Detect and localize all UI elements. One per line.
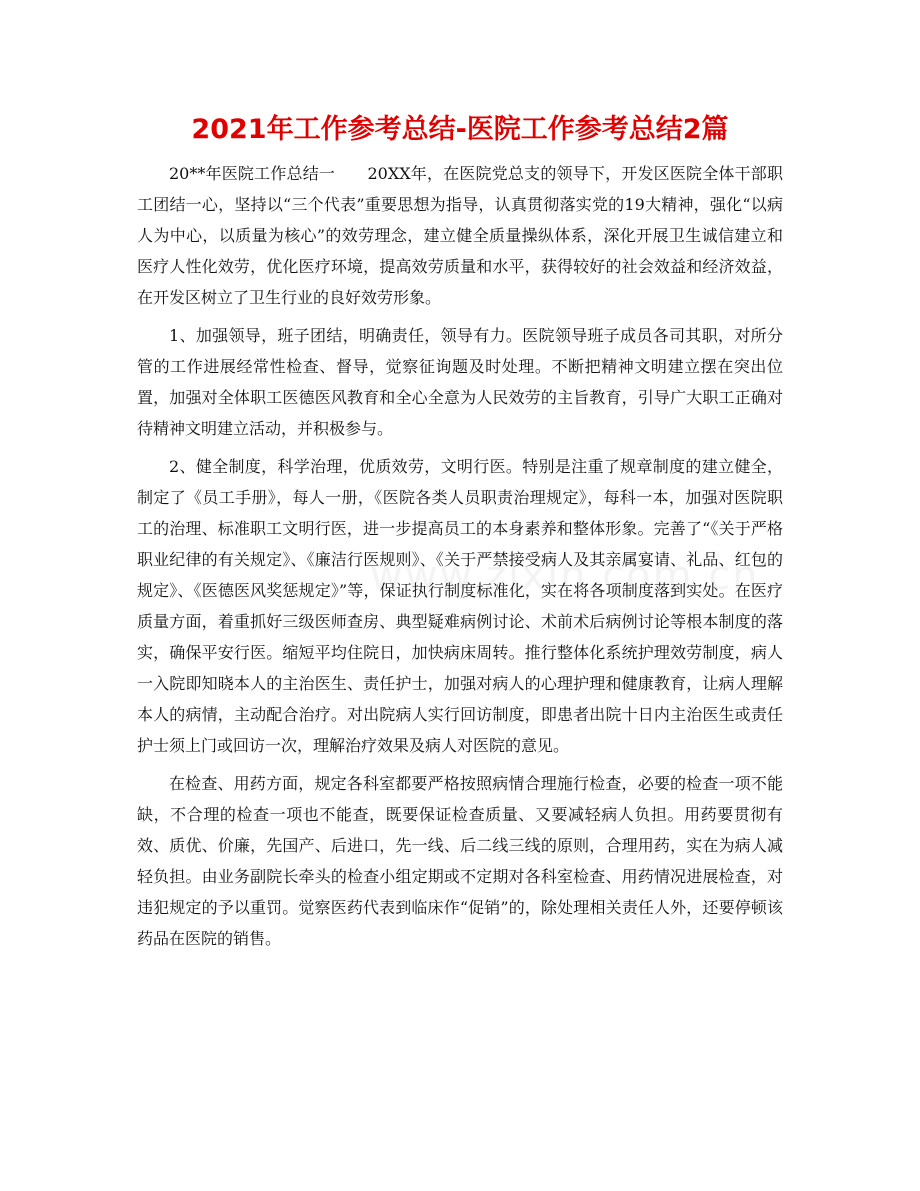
document-body bbox=[137, 158, 783, 961]
paragraph-system: 2、健全制度，科学治理，优质效劳，文明行医。特别是注重了规章制度的建立健全，制定了《员工手册》，每人一册，《医院各类人员职责治理规定》，每科一本，加强对医院职工的治理、标准职工文明行医，进一步提高员工的本身素养和整体形象。完善了“《关于严格职业纪律的有关规定》、《廉洁行医规则》、《关于严禁接受病人及其亲属宴请、礼品、红包的规定》、《医德医风奖惩规定》”等，保证执行制度标准化，实在将各项制度落到实处。在医疗质量方面，着重抓好三级医师查房、典型疑难病例讨论、术前术后病例讨论等根本制度的落实，确保平安行医。缩短平均住院日，加快病床周转。推行整体化系统护理效劳制度，病人一入院即知晓本人的主治医生、责任护士，加强对病人的心理护理和健康教育，让病人理解本人的病情，主动配合治疗。对出院病人实行回访制度，即患者出院十日内主治医生或责任护士须上门或回访一次，理解治疗效果及病人对医院的意见。 bbox=[137, 457, 783, 755]
document-title: 2021年工作参考总结-医院工作参考总结2篇 bbox=[191, 114, 729, 145]
paragraph-intro: 20**年医院工作总结一 20XX年，在医院党总支的领导下，开发区医院全体干部职工团结一心，坚持以“三个代表”重要思想为指导，认真贯彻落实党的19大精神，强化“以病人为中心，以质量为核心”的效劳理念，建立健全质量操纵体系，深化开展卫生诚信建立和医疗人性化效劳，优化医疗环境，提高效劳质量和水平，获得较好的社会效益和经济效益，在开发区树立了卫生行业的良好效劳形象。 bbox=[137, 164, 783, 307]
paragraph-inspection: 在检查、用药方面，规定各科室都要严格按照病情合理施行检查，必要的检查一项不能缺，不合理的检查一项也不能查，既要保证检查质量、又要减轻病人负担。用药要贯彻有效、质优、价廉，先国产、后进口，先一线、后二线三线的原则，合理用药，实在为病人减轻负担。由业务副院长牵头的检查小组定期或不定期对各科室检查、用药情况进展检查，对违犯规定的予以重罚。觉察医药代表到临床作“促销”的，除处理相关责任人外，还要停顿该药品在医院的销售。 bbox=[137, 774, 783, 948]
paragraph-leadership: 1、加强领导，班子团结，明确责任，领导有力。医院领导班子成员各司其职，对所分管的工作进展经常性检查、督导，觉察征询题及时处理。不断把精神文明建立摆在突出位置，加强对全体职工医德医风教育和全心全意为人民效劳的主旨教育，引导广大职工正确对待精神文明建立活动，并积极参与。 bbox=[137, 326, 783, 438]
